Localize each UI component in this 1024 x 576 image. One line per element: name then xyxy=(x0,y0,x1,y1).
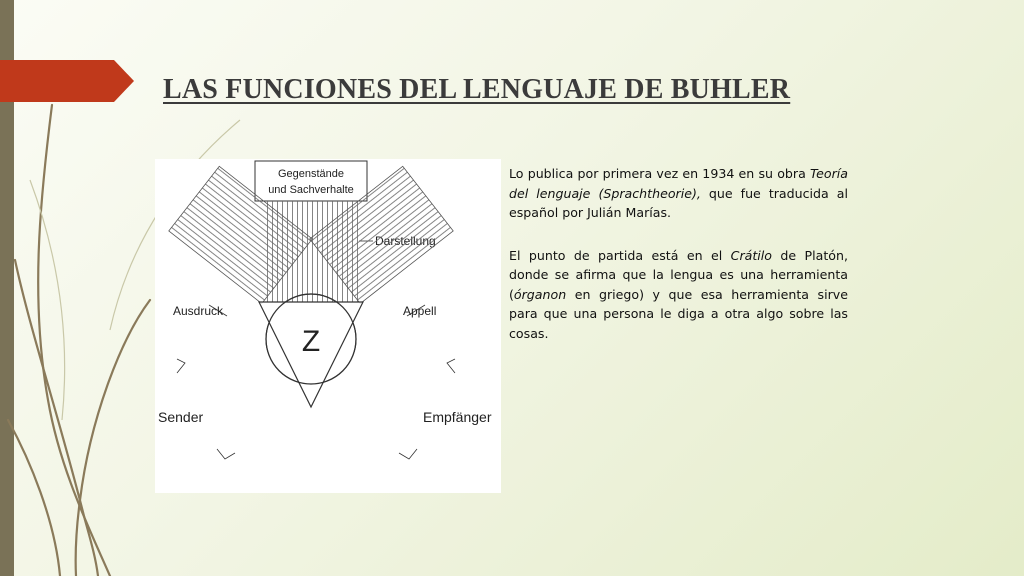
label-sachverhalte: und Sachverhalte xyxy=(268,184,354,196)
paragraph-2 xyxy=(509,246,848,344)
p1-book-title: Teoría del lenguaje (Sprachtheorie), xyxy=(509,166,848,201)
p1-text-a: Lo publica por primera vez en 1934 en su obra xyxy=(509,166,811,181)
p2-text-a: El punto de partida está en el xyxy=(509,247,731,263)
label-sender: Sender xyxy=(158,409,204,425)
label-empfaenger: Empfänger xyxy=(423,409,492,425)
p1-text-b: que fue traducida al español por Julián Marías. xyxy=(509,185,848,220)
description-text xyxy=(509,164,848,366)
title-arrow-tab xyxy=(0,60,134,102)
p2-organon: órganon xyxy=(513,286,567,302)
label-ausdruck: Ausdruck xyxy=(173,304,224,318)
label-z: Z xyxy=(301,325,321,358)
buhler-organon-diagram xyxy=(155,159,501,493)
p2-text-b: de Platón, donde se afirma que la lengua es una herramienta ( xyxy=(509,247,848,302)
p2-text-c: en griego) y que esa herramienta sirve para que una persona le diga a otra algo sobre las cosas. xyxy=(509,286,848,341)
slide-title: LAS FUNCIONES DEL LENGUAJE DE BUHLER xyxy=(163,74,791,105)
p2-cratilo: Crátilo xyxy=(730,247,772,263)
paragraph-1 xyxy=(509,164,848,223)
label-appell: Appell xyxy=(403,304,437,318)
label-gegenstaende: Gegenstände xyxy=(277,168,345,180)
